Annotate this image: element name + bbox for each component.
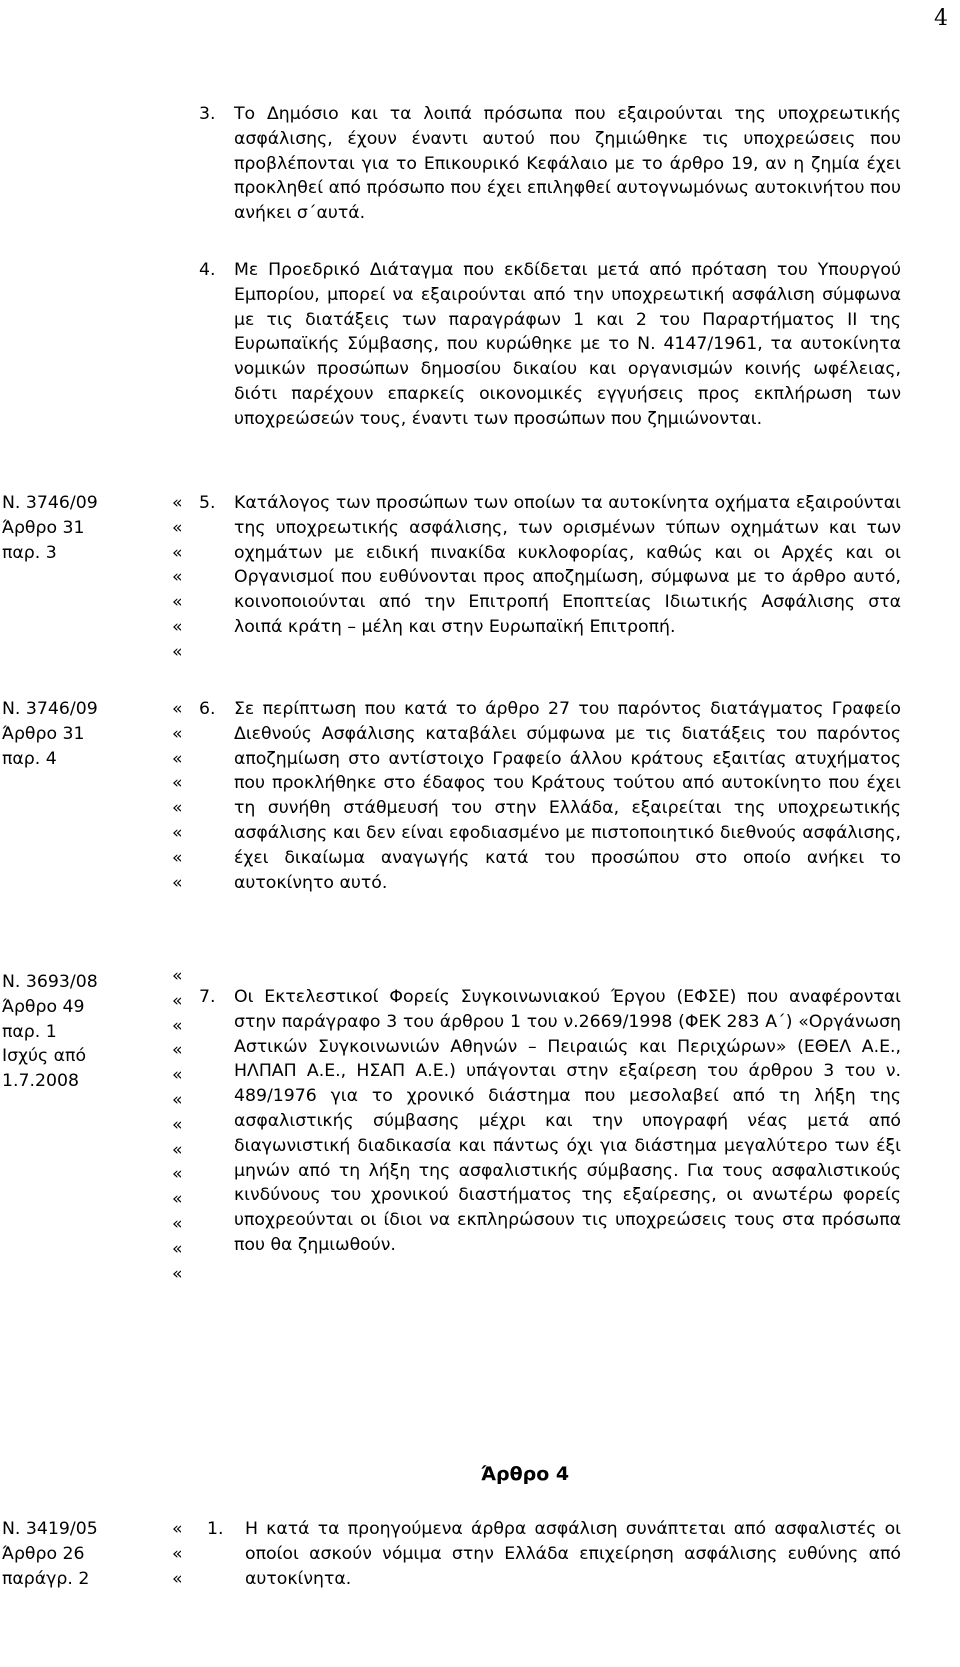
amendment-mark: « [172, 1263, 183, 1284]
amendment-mark: « [172, 699, 183, 719]
reference-paragraph: παρ. 1 [2, 1021, 57, 1042]
paragraph-text: Κατάλογος των προσώπων των οποίων τα αυτοκίνητα οχήματα εξαιρούνται της υποχρεωτικής ασφάλισης, των ορισμένων τύπων οχημάτων και των οχημάτων με ειδική πινακίδα κυκλοφορίας, καθώς και οι Αρχές και οι Οργανισμοί που ευθύνονται προς αποζημίωση, σύμφωνα με το άρθρο αυτό, κοινοποιούνται από την Επιτροπή Εποπτείας Ιδιωτικής Ασφάλισης στα λοιπά κράτη – μέλη και στην Ευρωπαϊκή Επιτροπή. [234, 493, 901, 637]
amendment-mark: « [172, 872, 183, 893]
amendment-mark: « [172, 567, 183, 588]
paragraph-text: Η κατά τα προηγούμενα άρθρα ασφάλιση συνάπτεται από ασφαλιστές οι οποίοι ασκούν νόμιμα στην Ελλάδα επιχείρηση ασφάλισης ευθύνης από αυτοκίνητα. [245, 1519, 901, 1589]
amendment-mark: « [172, 1164, 183, 1185]
paragraph-number: 7. [199, 987, 216, 1007]
amendment-mark: « [172, 1139, 183, 1160]
reference-law: Ν. 3746/09 [2, 493, 98, 513]
amendment-mark: « [172, 847, 183, 868]
paragraph-6 [199, 697, 901, 895]
amendment-mark: « [172, 748, 183, 769]
amendment-mark: « [172, 822, 183, 843]
paragraph-number: 4. [199, 260, 216, 280]
amendment-marks [172, 491, 183, 665]
amendment-mark: « [172, 723, 183, 744]
reference-law: Ν. 3419/05 [2, 1519, 98, 1539]
paragraph-number: 6. [199, 699, 216, 719]
reference-article: Άρθρο 31 [2, 517, 85, 538]
amendment-mark: « [172, 1238, 183, 1259]
amendment-mark: « [172, 616, 183, 637]
amendment-mark: « [172, 773, 183, 794]
amendment-mark: « [172, 1213, 183, 1234]
margin-reference [2, 491, 98, 565]
reference-validity: Ισχύς από [2, 1046, 87, 1067]
paragraph-text: Με Προεδρικό Διάταγμα που εκδίδεται μετά από πρόταση του Υπουργού Εμπορίου, μπορεί να εξαιρούνται από την υποχρεωτική ασφάλιση σύμφωνα με τις διατάξεις των παραγράφων 1 και 2 του Παραρτήματος ΙΙ της Ευρωπαϊκής Σύμβασης, που κυρώθηκε με το Ν. 4147/1961, τα αυτοκίνητα νομικών προσώπων δημοσίου δικαίου και οργανισμών κοινής ωφέλειας, διότι παρέχουν επαρκείς οικονομικές εγγυήσεις προς εκπλήρωση των υποχρεώσεών τους, έναντι των προσώπων που ζημιώνονται. [234, 260, 901, 429]
amendment-mark: « [172, 1089, 183, 1110]
reference-article: Άρθρο 26 [2, 1543, 85, 1564]
paragraph-number: 5. [199, 493, 216, 513]
amendment-marks [172, 1517, 183, 1591]
amendment-mark: « [172, 990, 183, 1011]
amendment-mark: « [172, 641, 183, 662]
amendment-mark: « [172, 1519, 183, 1539]
paragraph-4 [199, 258, 901, 432]
amendment-mark: « [172, 1114, 183, 1135]
reference-article: Άρθρο 31 [2, 723, 85, 744]
amendment-mark: « [172, 1543, 183, 1564]
amendment-mark: « [172, 1065, 183, 1086]
paragraph-number: 1. [207, 1519, 224, 1539]
amendment-mark: « [172, 1189, 183, 1210]
reference-paragraph: παρ. 3 [2, 542, 57, 563]
amendment-mark: « [172, 1568, 183, 1589]
reference-date: 1.7.2008 [2, 1071, 79, 1092]
amendment-mark: « [172, 517, 183, 538]
paragraph-text: Σε περίπτωση που κατά το άρθρο 27 του παρόντος διατάγματος Γραφείο Διεθνούς Ασφάλισης καταβάλει σύμφωνα με τις διατάξεις του παρόντος αποζημίωση στο αντίστοιχο Γραφείο άλλου κράτους εξαιτίας ατυχήματος που προκλήθηκε στο έδαφος του Κράτους τούτου από αυτοκίνητο που έχει τη συνήθη στάθμευσή του στην Ελλάδα, εξαιρείται της υποχρεωτικής ασφάλισης και δεν είναι εφοδιασμένο με πιστοποιητικό διεθνούς ασφάλισης, έχει δικαίωμα αναγωγής κατά του προσώπου στο οποίο ανήκει το αυτοκίνητο αυτό. [234, 699, 901, 893]
page-number: 4 [934, 6, 948, 31]
amendment-mark: « [172, 966, 183, 986]
reference-article: Άρθρο 49 [2, 996, 85, 1017]
amendment-mark: « [172, 592, 183, 613]
article-heading: Άρθρο 4 [480, 1463, 570, 1485]
amendment-marks [172, 697, 183, 895]
paragraph-number: 3. [199, 104, 216, 124]
amendment-mark: « [172, 1040, 183, 1061]
amendment-mark: « [172, 493, 183, 513]
amendment-mark: « [172, 1015, 183, 1036]
amendment-mark: « [172, 542, 183, 563]
amendment-marks [172, 964, 183, 1286]
paragraph-7 [199, 985, 901, 1258]
reference-paragraph: παρ. 4 [2, 748, 57, 769]
margin-reference [2, 970, 98, 1094]
reference-law: Ν. 3746/09 [2, 699, 98, 719]
margin-reference [2, 1517, 98, 1591]
reference-paragraph: παράγρ. 2 [2, 1568, 90, 1589]
paragraph-5 [199, 491, 901, 640]
paragraph-text: Το Δημόσιο και τα λοιπά πρόσωπα που εξαιρούνται της υποχρεωτικής ασφάλισης, έχουν έναντι αυτού που ζημιώθηκε τις υποχρεώσεις που προβλέπονται για το Επικουρικό Κεφάλαιο με το άρθρο 19, αν η ζημία έχει προκληθεί από πρόσωπο που έχει επιληφθεί αυτογνωμόνως αυτοκινήτου που ανήκει σ΄αυτά. [234, 104, 901, 224]
margin-reference [2, 697, 98, 771]
paragraph-3 [199, 102, 901, 226]
amendment-mark: « [172, 798, 183, 819]
article-4-paragraph-1 [207, 1517, 901, 1591]
paragraph-text: Οι Εκτελεστικοί Φορείς Συγκοινωνιακού Έργου (ΕΦΣΕ) που αναφέρονται στην παράγραφο 3 του άρθρου 1 του ν.2669/1998 (ΦΕΚ 283 Α΄) «Οργάνωση Αστικών Συγκοινωνιών Αθηνών – Πειραιώς και Περιχώρων» (ΕΘΕΛ Α.Ε., ΗΛΠΑΠ Α.Ε., ΗΣΑΠ Α.Ε.) υπάγονται στην εξαίρεση του άρθρου 3 του ν. 489/1976 για το χρονικό διάστημα που μεσολαβεί από τη λήξη της ασφαλιστικής σύμβασης μέχρι και την υπογραφή νέας μετά από διαγωνιστική διαδικασία και πάντως όχι για διάστημα μεγαλύτερο των έξι μηνών από τη λήξη της ασφαλιστικής σύμβασης. Για τους ασφαλιστικούς κινδύνους του χρονικού διαστήματος της εξαίρεσης, οι ανωτέρω φορείς υποχρεούνται οι ίδιοι να εκπληρώσουν τις υποχρεώσεις τους στα πρόσωπα που θα ζημιωθούν. [234, 987, 901, 1255]
reference-law: Ν. 3693/08 [2, 972, 98, 992]
